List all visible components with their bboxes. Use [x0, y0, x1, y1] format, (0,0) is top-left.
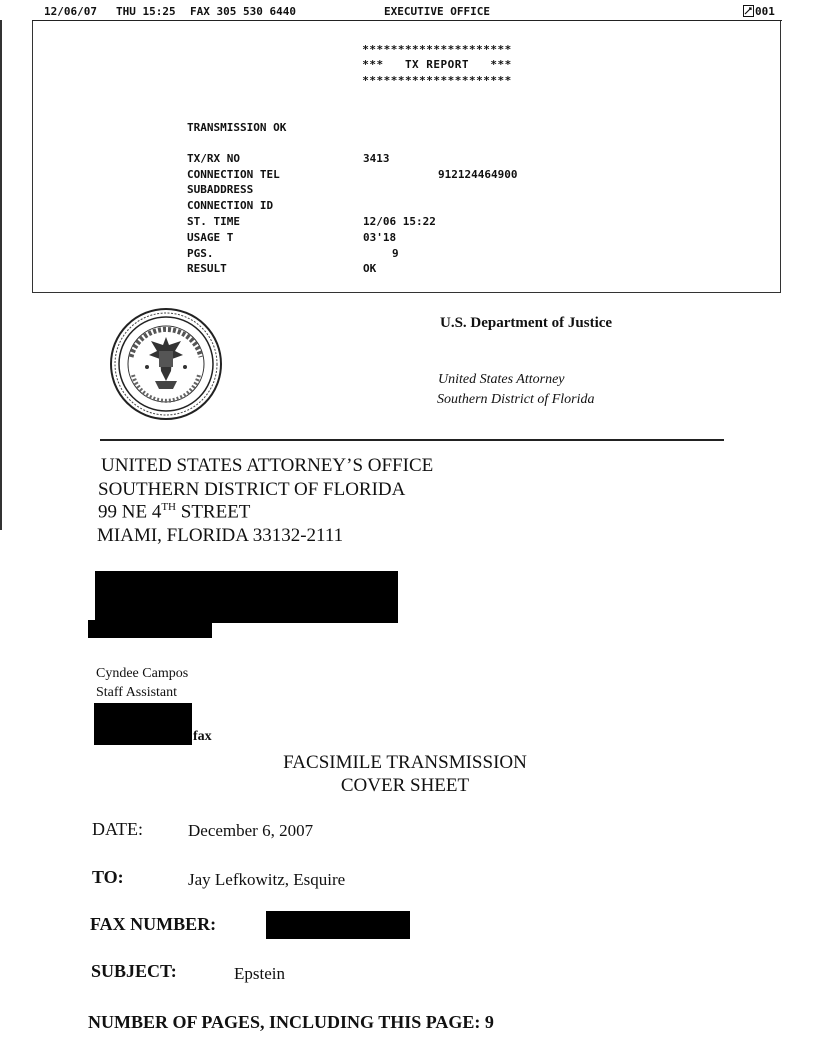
tx-report-title: *** TX REPORT ***	[362, 58, 512, 71]
tx-key-subaddress: SUBADDRESS	[187, 183, 254, 196]
fax-header	[0, 0, 816, 20]
tx-status: TRANSMISSION OK	[187, 121, 287, 134]
redaction-block	[95, 571, 398, 623]
pages-label-text: NUMBER OF PAGES, INCLUDING THIS PAGE:	[88, 1012, 481, 1032]
sender-title: Staff Assistant	[96, 685, 178, 700]
letterhead-rule	[100, 439, 724, 441]
pages-value: 9	[484, 1012, 494, 1032]
tx-key-st-time: ST. TIME	[187, 215, 240, 228]
letterhead-district: Southern District of Florida	[437, 392, 595, 407]
cover-title: FACSIMILE TRANSMISSION	[283, 752, 527, 773]
fax-number-label: FAX NUMBER:	[90, 914, 217, 934]
tx-report-box	[32, 21, 781, 293]
tx-val-result: OK	[363, 262, 377, 275]
sender-name: Cyndee Campos	[96, 666, 189, 681]
tx-key-usage: USAGE T	[187, 231, 234, 244]
fax-header-date: 12/06/07	[44, 5, 97, 18]
tx-key-txrx: TX/RX NO	[187, 152, 240, 165]
subject-value: Epstein	[234, 964, 285, 983]
scan-edge-artifact	[0, 20, 2, 530]
redaction-block	[266, 911, 410, 939]
address-street-name: STREET	[176, 501, 251, 523]
subject-label: SUBJECT:	[91, 961, 177, 981]
sender-fax-label: fax	[193, 729, 212, 744]
address-street-number: 99 NE 4	[98, 501, 162, 523]
tx-key-conn-tel: CONNECTION TEL	[187, 168, 280, 181]
tx-key-conn-id: CONNECTION ID	[187, 199, 274, 212]
tx-val-conn-tel: 912124464900	[438, 168, 518, 181]
tx-val-st-time: 12/06 15:22	[363, 215, 436, 228]
address-street-suffix: TH	[161, 501, 176, 513]
fax-header-time: THU 15:25	[116, 5, 176, 18]
address-line1: UNITED STATES ATTORNEY’S OFFICE	[101, 455, 434, 476]
pages-label	[88, 1012, 494, 1033]
fax-header-office: EXECUTIVE OFFICE	[384, 5, 490, 18]
tx-stars-bottom: *********************	[362, 74, 512, 87]
letterhead-dept: U.S. Department of Justice	[440, 315, 613, 331]
letterhead-usa: United States Attorney	[438, 372, 565, 387]
address-line3	[98, 501, 250, 523]
tx-val-txrx: 3413	[363, 152, 390, 165]
redaction-block	[94, 703, 192, 745]
address-line4: MIAMI, FLORIDA 33132-2111	[97, 525, 344, 546]
tx-val-usage: 03'18	[363, 231, 397, 244]
date-label: DATE:	[92, 819, 143, 839]
fax-header-number: FAX 305 530 6440	[190, 5, 296, 18]
fax-header-page: 001	[755, 5, 775, 18]
doj-seal-icon	[109, 307, 223, 421]
tx-key-result: RESULT	[187, 262, 227, 275]
tx-key-pgs: PGS.	[187, 247, 214, 260]
to-value: Jay Lefkowitz, Esquire	[188, 870, 346, 889]
date-value: December 6, 2007	[188, 821, 314, 840]
tx-stars-top: *********************	[362, 43, 512, 56]
cover-subtitle: COVER SHEET	[340, 775, 470, 796]
redaction-block	[88, 620, 212, 638]
tx-val-pgs: 9	[392, 247, 399, 260]
to-label: TO:	[92, 867, 124, 887]
address-line2: SOUTHERN DISTRICT OF FLORIDA	[98, 479, 406, 500]
